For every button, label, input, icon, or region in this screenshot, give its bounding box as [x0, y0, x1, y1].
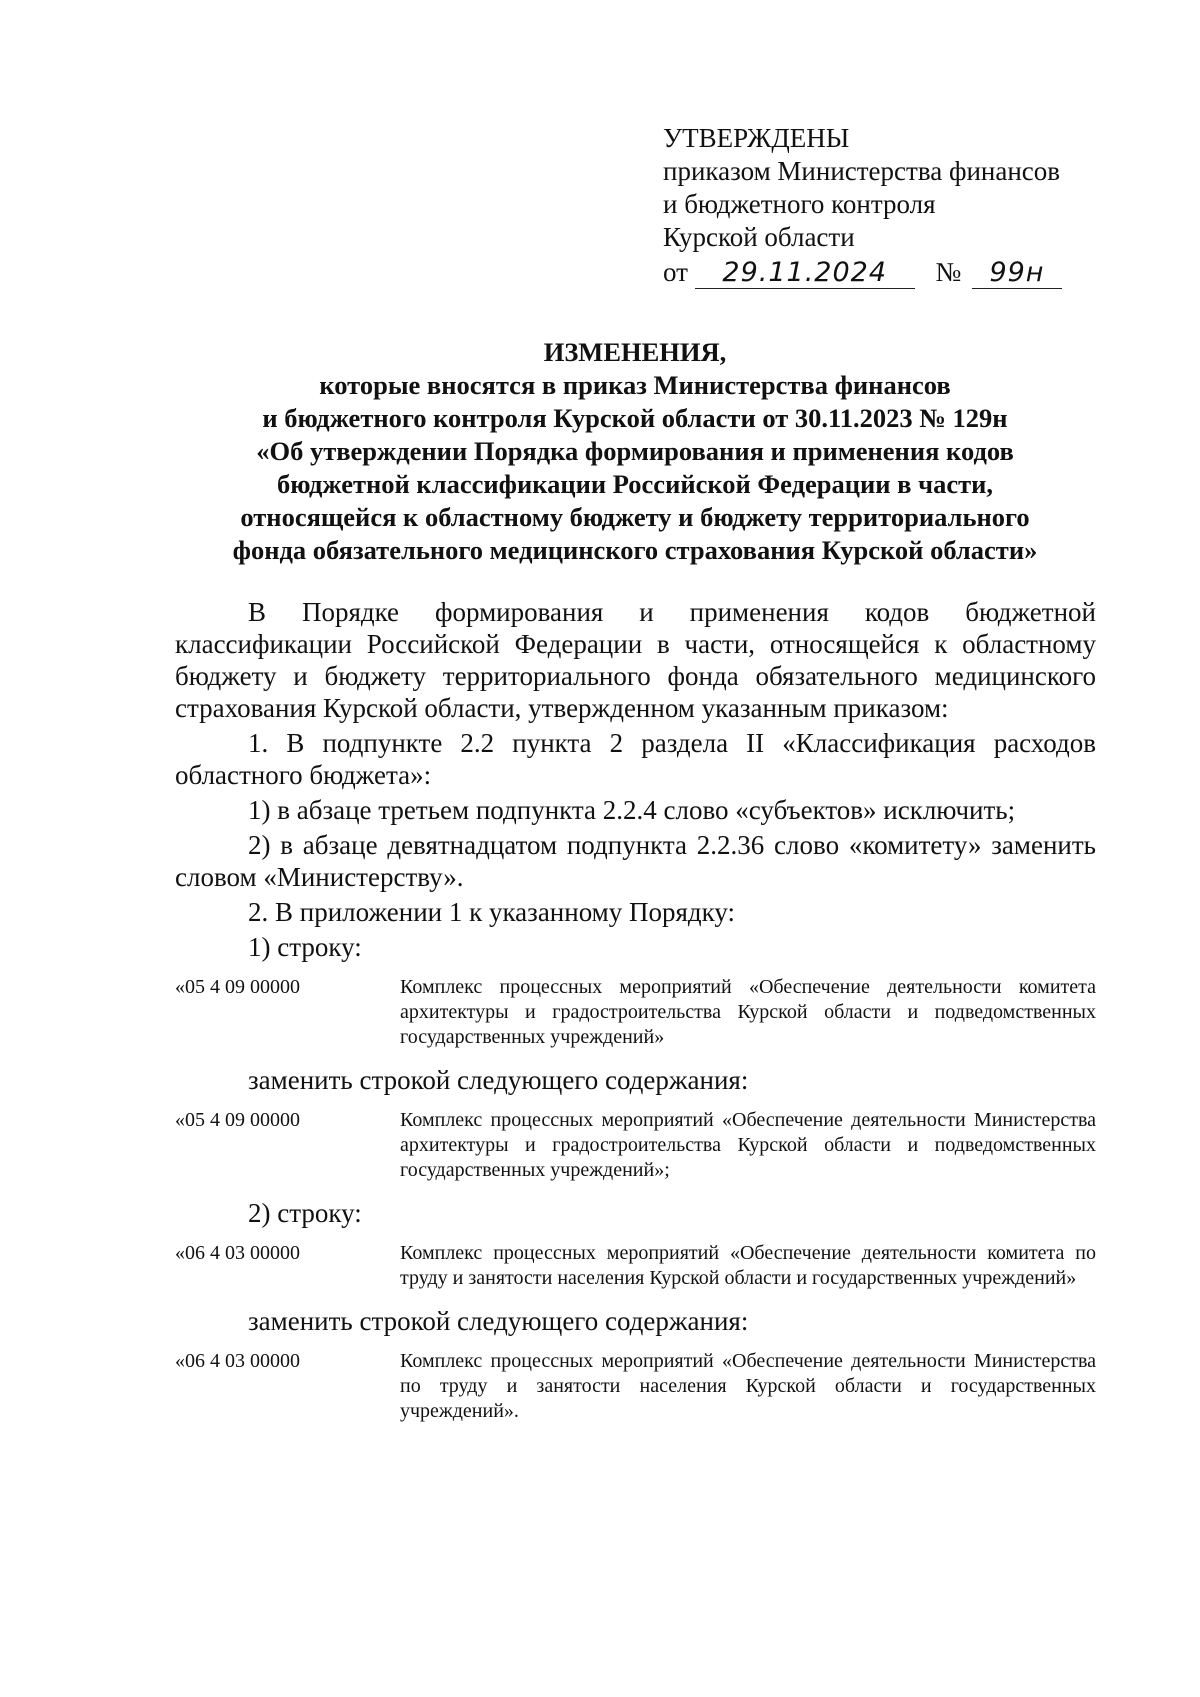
title-heading: ИЗМЕНЕНИЯ, — [543, 337, 727, 367]
sub-item-2-label: 2) строку: — [248, 1198, 362, 1228]
title-line: и бюджетного контроля Курской области от 30.11.2023 № 129н — [262, 403, 1008, 433]
title-line: относящейся к областному бюджету и бюджету территориального — [240, 502, 1030, 532]
item-1-2: 2) в абзаце девятнадцатом подпункта 2.2.36 слово «комитету» заменить словом «Министерству». — [175, 830, 1096, 892]
budget-code-description: Комплекс процессных мероприятий «Обеспечение деятельности Министерства архитектуры и градостроительства Курской области и подведомственных государственных учреждений»; — [400, 1109, 1096, 1181]
sub-item-1-label: 1) строку: — [248, 932, 362, 962]
approval-date-line — [663, 256, 1103, 289]
title-line: «Об утверждении Порядка формирования и применения кодов — [256, 436, 1014, 466]
budget-code: «05 4 09 00000 — [175, 976, 300, 998]
item-2: 2. В приложении 1 к указанному Порядку: — [248, 897, 736, 927]
approval-title: УТВЕРЖДЕНЫ — [663, 123, 850, 153]
budget-code-row-new-2 — [175, 1349, 1096, 1424]
number-sign: № — [935, 257, 962, 287]
approval-block — [663, 122, 1103, 289]
handwritten-number: 99н — [972, 258, 1062, 289]
intro-paragraph: В Порядке формирования и применения кодов бюджетной классификации Российской Федерации в части, относящейся к областному бюджету и бюджету территориального фонда обязательного медицинского страхования Курской области, утвержденном указанным приказом: — [175, 597, 1096, 723]
title-line: бюджетной классификации Российской Федерации в части, — [276, 469, 993, 499]
budget-code: «06 4 03 00000 — [175, 1350, 300, 1372]
handwritten-date: 29.11.2024 — [695, 258, 915, 289]
replace-instruction: заменить строкой следующего содержания: — [248, 1065, 749, 1095]
approval-line: и бюджетного контроля — [663, 189, 936, 219]
title-line: которые вносятся в приказ Министерства финансов — [319, 370, 951, 400]
budget-code-row-new-1 — [175, 1108, 1096, 1183]
item-1: 1. В подпункте 2.2 пункта 2 раздела II «Классификация расходов областного бюджета»: — [175, 728, 1096, 790]
replace-instruction: заменить строкой следующего содержания: — [248, 1306, 749, 1336]
approval-line: Курской области — [663, 222, 855, 252]
approval-line: приказом Министерства финансов — [663, 156, 1061, 186]
item-1-1: 1) в абзаце третьем подпункта 2.2.4 слово «субъектов» исключить; — [248, 795, 1016, 825]
document-body — [175, 596, 1096, 1438]
budget-code-row-old-1 — [175, 975, 1096, 1050]
budget-code: «06 4 03 00000 — [175, 1242, 300, 1264]
title-line: фонда обязательного медицинского страхования Курской области» — [232, 535, 1038, 565]
budget-code-description: Комплекс процессных мероприятий «Обеспечение деятельности Министерства по труду и занятости населения Курской области и государственных учреждений». — [400, 1350, 1096, 1422]
budget-code-description: Комплекс процессных мероприятий «Обеспечение деятельности комитета по труду и занятости населения Курской области и государственных учреждений» — [400, 1242, 1096, 1289]
date-prefix: от — [663, 257, 688, 287]
budget-code-description: Комплекс процессных мероприятий «Обеспечение деятельности комитета архитектуры и градостроительства Курской области и подведомственных государственных учреждений» — [400, 976, 1096, 1048]
document-title — [175, 336, 1095, 567]
budget-code-row-old-2 — [175, 1241, 1096, 1291]
budget-code: «05 4 09 00000 — [175, 1109, 300, 1131]
